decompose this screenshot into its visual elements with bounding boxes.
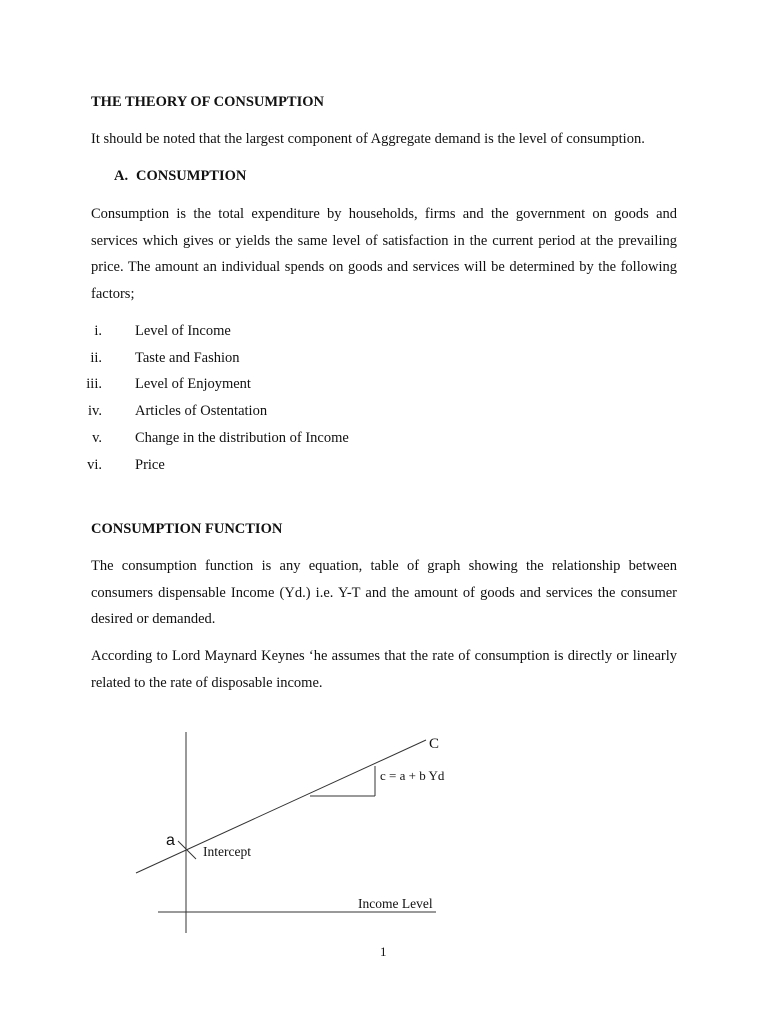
consumption-function-title: CONSUMPTION FUNCTION xyxy=(91,521,283,537)
list-item-number: iv. xyxy=(88,403,102,419)
list-item-label: Level of Income xyxy=(135,323,231,339)
list-item-label: Level of Enjoyment xyxy=(135,376,251,392)
list-item-number: i. xyxy=(94,323,102,339)
list-item-label: Price xyxy=(135,457,165,473)
page-number: 1 xyxy=(380,944,387,959)
x-axis-label: Income Level xyxy=(358,896,433,911)
consumption-function-paragraph: The consumption function is any equation, table of graph showing the relationship between consumers dispensable Income (Yd.) i.e. Y-T and the amount of goods and services the consumer desired or demanded. xyxy=(91,558,677,627)
list-item-label: Articles of Ostentation xyxy=(135,403,268,419)
list-item-number: iii. xyxy=(86,376,102,392)
list-item-label: Change in the distribution of Income xyxy=(135,430,349,446)
intercept-label: Intercept xyxy=(203,844,251,859)
intro-text: It should be noted that the largest component of Aggregate demand is the level of consumption. xyxy=(91,131,645,147)
curve-label: C xyxy=(429,736,440,752)
list-item-number: vi. xyxy=(87,457,102,473)
keynes-paragraph: According to Lord Maynard Keynes ‘he assumes that the rate of consumption is directly or linearly related to the rate of disposable income. xyxy=(91,648,677,691)
equation-label: c = a + b Yd xyxy=(380,768,445,783)
list-item-number: v. xyxy=(92,430,102,446)
page-title: THE THEORY OF CONSUMPTION xyxy=(91,94,324,110)
intercept-symbol: a xyxy=(166,832,175,849)
section-a-marker: A. xyxy=(114,168,129,184)
list-item-number: ii. xyxy=(90,350,102,366)
section-a-title: CONSUMPTION xyxy=(136,168,247,184)
consumption-paragraph: Consumption is the total expenditure by households, firms and the government on goods and services which gives or yields the same level of satisfaction in the current period at the prevailing price. The amount an individual spends on goods and services will be determined by the following factors; xyxy=(91,206,677,302)
consumption-line xyxy=(136,740,426,873)
intercept-tick xyxy=(178,841,196,859)
list-item-label: Taste and Fashion xyxy=(135,350,240,366)
